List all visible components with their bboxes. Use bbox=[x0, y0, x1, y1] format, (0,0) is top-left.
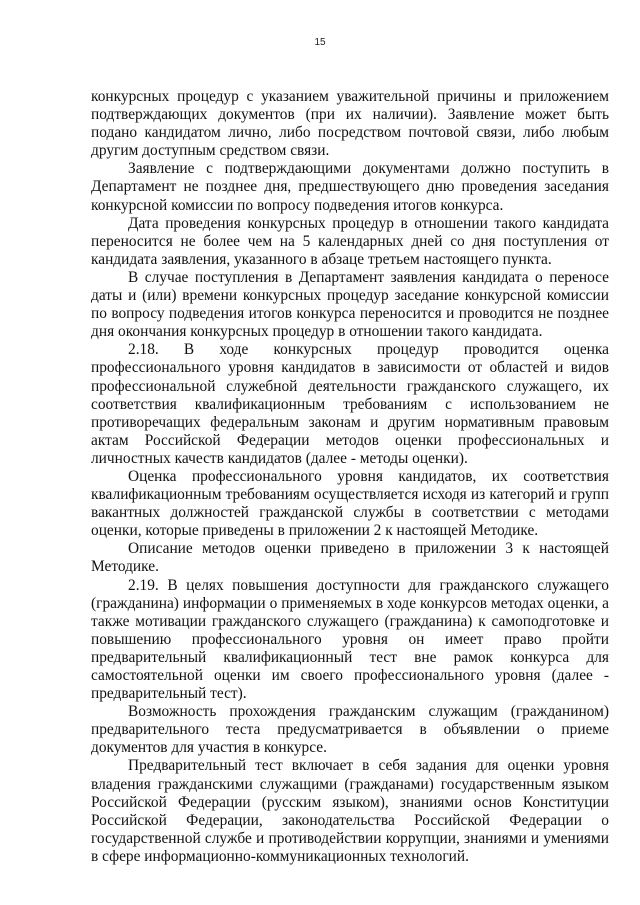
page-number: 15 bbox=[314, 37, 326, 48]
paragraph: Оценка профессионального уровня кандидатов, их соответствия квалификационным требованиям осуществляется исходя из категорий и групп вакантных должностей гражданской службы в соответствии с методами оценки, которые приведены в приложении 2 к настоящей Методике. bbox=[91, 467, 609, 540]
document-body bbox=[91, 88, 609, 866]
paragraph: 2.19. В целях повышения доступности для гражданского служащего (гражданина) информации о применяемых в ходе конкурсов методах оценки, а также мотивации гражданского служащего (гражданина) к самоподготовке и повышению профессионального уровня он имеет право пройти предварительный квалификационный тест вне рамок конкурса для самостоятельной оценки им своего профессионального уровня (далее - предварительный тест). bbox=[91, 576, 609, 703]
paragraph: Дата проведения конкурсных процедур в отношении такого кандидата переносится не более чем на 5 календарных дней со дня поступления от кандидата заявления, указанного в абзаце третьем настоящего пункта. bbox=[91, 214, 609, 268]
paragraph: В случае поступления в Департамент заявления кандидата о переносе даты и (или) времени конкурсных процедур заседание конкурсной комиссии по вопросу подведения итогов конкурса переносится и проводится не позднее дня окончания конкурсных процедур в отношении такого кандидата. bbox=[91, 268, 609, 341]
paragraph: конкурсных процедур с указанием уважительной причины и приложением подтверждающих документов (при их наличии). Заявление может быть подано кандидатом лично, либо посредством почтовой связи, либо любым другим доступным средством связи. bbox=[91, 88, 609, 160]
paragraph: Заявление с подтверждающими документами должно поступить в Департамент не позднее дня, предшествующего дню проведения заседания конкурсной комиссии по вопросу подведения итогов конкурса. bbox=[91, 160, 609, 214]
paragraph: Возможность прохождения гражданским служащим (гражданином) предварительного теста предусматривается в объявлении о приеме документов для участия в конкурсе. bbox=[91, 703, 609, 757]
paragraph: 2.18. В ходе конкурсных процедур проводится оценка профессионального уровня кандидатов в зависимости от областей и видов профессиональной служебной деятельности гражданского служащего, их соответствия квалификационным требованиям с использованием не противоречащих федеральным законам и другим нормативным правовым актам Российской Федерации методов оценки профессиональных и личностных качеств кандидатов (далее - методы оценки). bbox=[91, 341, 609, 467]
paragraph: Описание методов оценки приведено в приложении 3 к настоящей Методике. bbox=[91, 540, 609, 576]
paragraph: Предварительный тест включает в себя задания для оценки уровня владения гражданскими служащими (гражданами) государственным языком Российской Федерации (русским языком), знаниями основ Конституции Российской Федерации, законодательства Российской Федерации о государственной службе и противодействии коррупции, знаниями и умениями в сфере информационно-коммуникационных технологий. bbox=[91, 757, 609, 865]
